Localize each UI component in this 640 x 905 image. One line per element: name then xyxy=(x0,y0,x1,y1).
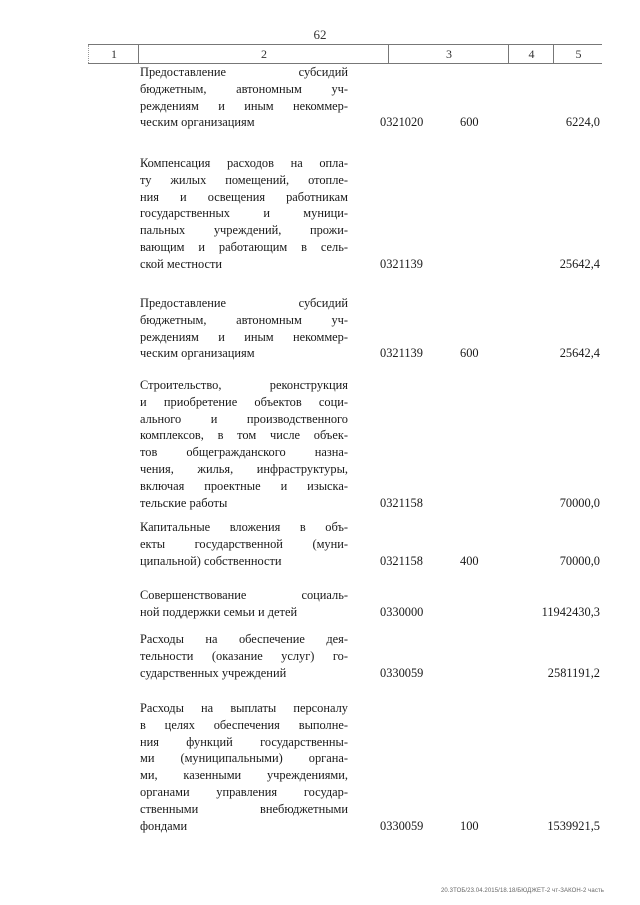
row-description xyxy=(140,155,348,273)
description-line: ственными внебюджетными xyxy=(140,801,348,816)
row-code: 0330059 xyxy=(380,665,424,680)
description-line: тельности (оказание услуг) го- xyxy=(140,648,348,663)
description-line: в целях обеспечения выполне- xyxy=(140,717,348,732)
header-col-1: 1 xyxy=(88,45,139,63)
row-description xyxy=(140,700,348,834)
footer-note: 20.3ТОБ/23.04.2015/18.18/БЮДЖЕТ-2 чт-ЗАКОН-2 часть xyxy=(441,888,604,894)
description-line: реждениям и иным некоммер- xyxy=(140,98,348,113)
description-line: Предоставление субсидий xyxy=(140,296,348,310)
row-amount: 6224,0 xyxy=(565,115,600,130)
description-line: ального и производственного xyxy=(140,411,348,426)
description-line: Капитальные вложения в объ- xyxy=(140,520,348,534)
description-line: ми (муниципальными) органа- xyxy=(140,751,348,766)
description-line: вающим и работающим в сель- xyxy=(140,239,348,254)
row-amount: 25642,4 xyxy=(559,346,600,361)
row-amount: 25642,4 xyxy=(559,256,600,271)
header-col-4: 4 xyxy=(508,45,554,63)
row-code: 0321139 xyxy=(380,346,423,361)
row-expense-type: 600 xyxy=(460,346,479,361)
row-description xyxy=(140,519,348,569)
description-line: ной поддержки семьи и детей xyxy=(140,604,298,619)
description-line: Строительство, реконструкция xyxy=(140,378,348,392)
description-line: тельские работы xyxy=(140,495,228,510)
description-line: бюджетным, автономным уч- xyxy=(140,312,348,327)
description-line: ципальной) собственности xyxy=(140,553,282,568)
description-line: ской местности xyxy=(140,256,223,271)
row-amount: 1539921,5 xyxy=(547,818,600,833)
description-line: бюджетным, автономным уч- xyxy=(140,81,348,96)
description-line: чения, жилья, инфраструктуры, xyxy=(140,461,348,476)
header-col-5: 5 xyxy=(553,45,603,63)
description-line: государственных и муници- xyxy=(140,206,348,221)
row-description xyxy=(140,631,348,681)
description-line: ческим организациям xyxy=(140,346,255,361)
row-amount: 70000,0 xyxy=(559,553,600,568)
header-col-2: 2 xyxy=(138,45,389,63)
description-line: и приобретение объектов соци- xyxy=(140,394,348,409)
row-amount: 11942430,3 xyxy=(541,604,600,619)
description-line: ния функций государственны- xyxy=(140,734,348,749)
description-line: Компенсация расходов на опла- xyxy=(140,156,348,170)
description-line: пальных учреждений, прожи- xyxy=(140,223,348,238)
description-line: тов общегражданского назна- xyxy=(140,445,348,460)
row-code: 0330000 xyxy=(380,604,424,619)
description-line: Расходы на выплаты персоналу xyxy=(140,701,348,715)
row-description xyxy=(140,587,348,621)
page-number: 62 xyxy=(313,27,327,42)
row-code: 0321158 xyxy=(380,553,423,568)
row-code: 0321139 xyxy=(380,256,423,271)
description-line: органами управления государ- xyxy=(140,784,348,799)
description-line: комплексов, в том числе объек- xyxy=(140,428,348,443)
description-line: ческим организациям xyxy=(140,115,255,130)
row-expense-type: 400 xyxy=(460,553,479,568)
description-line: ту жилых помещений, отопле- xyxy=(140,172,348,187)
row-description xyxy=(140,377,348,511)
row-amount: 2581191,2 xyxy=(547,665,600,680)
description-line: фондами xyxy=(140,818,188,833)
row-code: 0321020 xyxy=(380,115,424,130)
table-header xyxy=(88,44,602,64)
row-description xyxy=(140,295,348,362)
description-line: ми, казенными учреждениями, xyxy=(140,768,348,783)
row-expense-type: 100 xyxy=(460,818,479,833)
row-expense-type: 600 xyxy=(460,115,479,130)
description-line: Предоставление субсидий xyxy=(140,65,348,79)
description-line: екты государственной (муни- xyxy=(140,536,348,551)
description-line: сударственных учреждений xyxy=(140,665,287,680)
row-code: 0330059 xyxy=(380,818,424,833)
description-line: включая проектные и изыска- xyxy=(140,478,348,493)
description-line: Совершенствование социаль- xyxy=(140,588,348,602)
description-line: Расходы на обеспечение дея- xyxy=(140,632,348,646)
header-col-3: 3 xyxy=(388,45,509,63)
description-line: ния и освещения работникам xyxy=(140,189,348,204)
row-code: 0321158 xyxy=(380,495,423,510)
description-line: реждениям и иным некоммер- xyxy=(140,329,348,344)
row-amount: 70000,0 xyxy=(559,495,600,510)
row-description xyxy=(140,64,348,131)
